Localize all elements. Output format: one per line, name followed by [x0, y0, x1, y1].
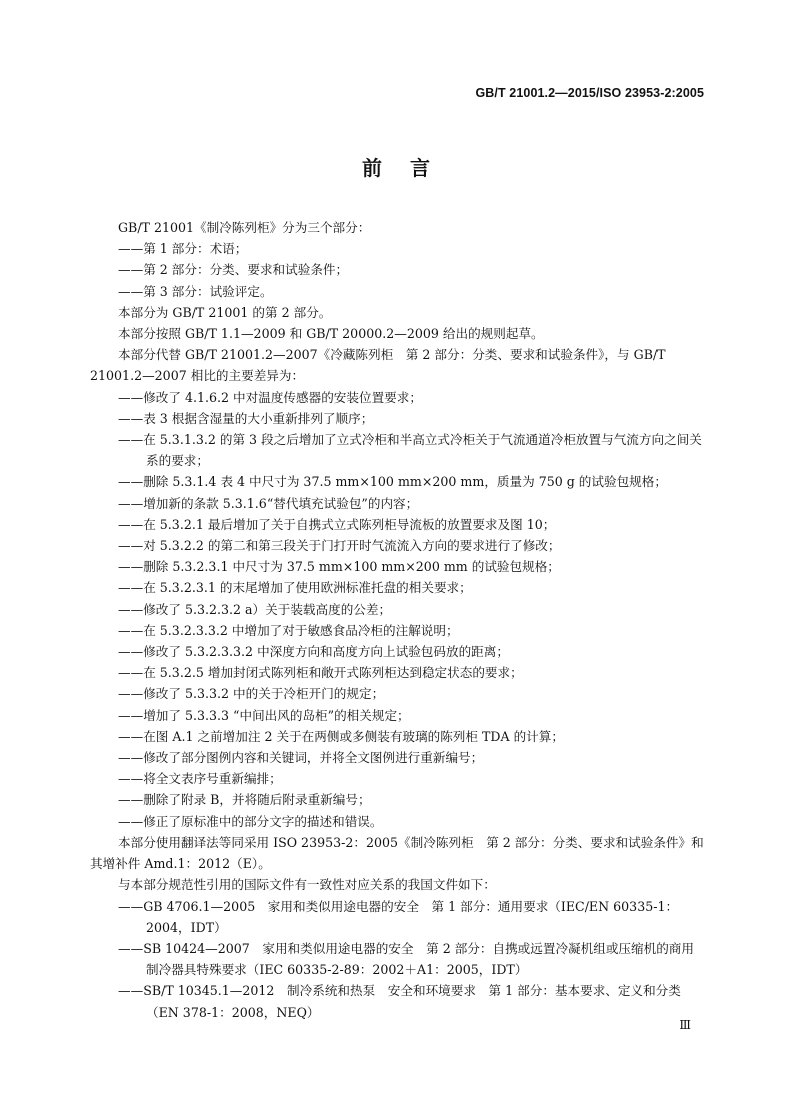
change-item: ——在 5.3.1.3.2 的第 3 段之后增加了立式冷柜和半高立式冷柜关于气流通道冷柜放置与气流方向之间关系的要求； — [118, 432, 702, 469]
change-item: ——修正了原标准中的部分文字的描述和错误。 — [118, 813, 383, 829]
change-item: ——在 5.3.2.3.1 的末尾增加了使用欧洲标准托盘的相关要求； — [118, 580, 472, 596]
change-item: ——增加新的条款 5.3.1.6“替代填充试验包”的内容； — [118, 495, 419, 511]
change-item: ——修改了 5.3.3.2 中的关于冷柜开门的规定； — [118, 686, 385, 702]
change-item: ——在 5.3.2.1 最后增加了关于自携式立式陈列柜导流板的放置要求及图 10； — [118, 516, 556, 532]
page-number: Ⅲ — [679, 1018, 691, 1032]
list-item: ——第 2 部分：分类、要求和试验条件； — [118, 262, 349, 278]
change-item: ——删除 5.3.2.3.1 中尺寸为 37.5 mm×100 mm×200 mm 的试验包规格； — [118, 559, 560, 575]
change-item: ——在 5.3.2.5 增加封闭式陈列柜和敞开式陈列柜达到稳定状态的要求； — [118, 665, 523, 681]
change-item: ——修改了部分图例内容和关键词，并将全文图例进行重新编号； — [118, 750, 484, 766]
change-item: ——在图 A.1 之前增加注 2 关于在两侧或多侧装有玻璃的陈列柜 TDA 的计算； — [118, 728, 564, 744]
translation-note: 本部分使用翻译法等同采用 ISO 23953-2：2005《制冷陈列柜 第 2 部分：分类、要求和试验条件》和其增补件 Amd.1：2012（E）。 — [90, 834, 704, 872]
change-item: ——修改了 5.3.2.3.3.2 中深度方向和高度方向上试验包码放的距离； — [118, 644, 509, 660]
change-item: ——修改了 5.3.2.3.2 a）关于装载高度的公差； — [118, 601, 392, 617]
references-intro: 与本部分规范性引用的国际文件有一致性对应关系的我国文件如下： — [118, 877, 496, 893]
page-title: 前言 — [362, 156, 458, 180]
change-item: ——表 3 根据含湿量的大小重新排列了顺序； — [118, 410, 374, 426]
change-item: ——对 5.3.2.2 的第二和第三段关于门打开时气流流入方向的要求进行了修改； — [118, 538, 561, 554]
change-item: ——删除了附录 B，并将随后附录重新编号； — [118, 792, 371, 808]
change-item: ——在 5.3.2.3.3.2 中增加了对于敏感食品冷柜的注解说明； — [118, 622, 459, 638]
document-body — [90, 217, 704, 1023]
change-item: ——修改了 4.1.6.2 中对温度传感器的安装位置要求； — [118, 389, 422, 405]
standard-code: GB/T 21001.2—2015/ISO 23953-2:2005 — [475, 86, 704, 100]
intro-paragraph: 本部分代替 GB/T 21001.2—2007《冷藏陈列柜 第 2 部分：分类、要求和试验条件》，与 GB/T 21001.2—2007 相比的主要差异为： — [90, 347, 666, 384]
reference-item: ——SB/T 10345.1—2012 制冷系统和热泵 安全和环境要求 第 1 部分：基本要求、定义和分类（EN 378-1：2008，NEQ） — [118, 983, 681, 1020]
reference-item: ——SB 10424—2007 家用和类似用途电器的安全 第 2 部分：自携或远置冷凝机组或压缩机的商用制冷器具特殊要求（IEC 60335-2-89：2002＋A1：2005，IDT） — [118, 940, 694, 978]
change-item: ——删除 5.3.1.4 表 4 中尺寸为 37.5 mm×100 mm×200 mm，质量为 750 g 的试验包规格； — [118, 474, 667, 490]
change-item: ——增加了 5.3.3.3 “中间出风的岛柜”的相关规定； — [118, 707, 410, 723]
list-item: ——第 3 部分：试验评定。 — [118, 283, 273, 299]
reference-item: ——GB 4706.1—2005 家用和类似用途电器的安全 第 1 部分：通用要求（IEC/EN 60335-1：2004，IDT） — [118, 898, 679, 935]
intro-paragraph: 本部分为 GB/T 21001 的第 2 部分。 — [118, 304, 332, 320]
list-item: ——第 1 部分：术语； — [118, 241, 248, 257]
change-item: ——将全文表序号重新编排； — [118, 771, 282, 787]
intro-paragraph: 本部分按照 GB/T 1.1—2009 和 GB/T 20000.2—2009 给出的规则起草。 — [118, 326, 544, 342]
intro-paragraph: GB/T 21001《制冷陈列柜》分为三个部分： — [118, 220, 371, 235]
